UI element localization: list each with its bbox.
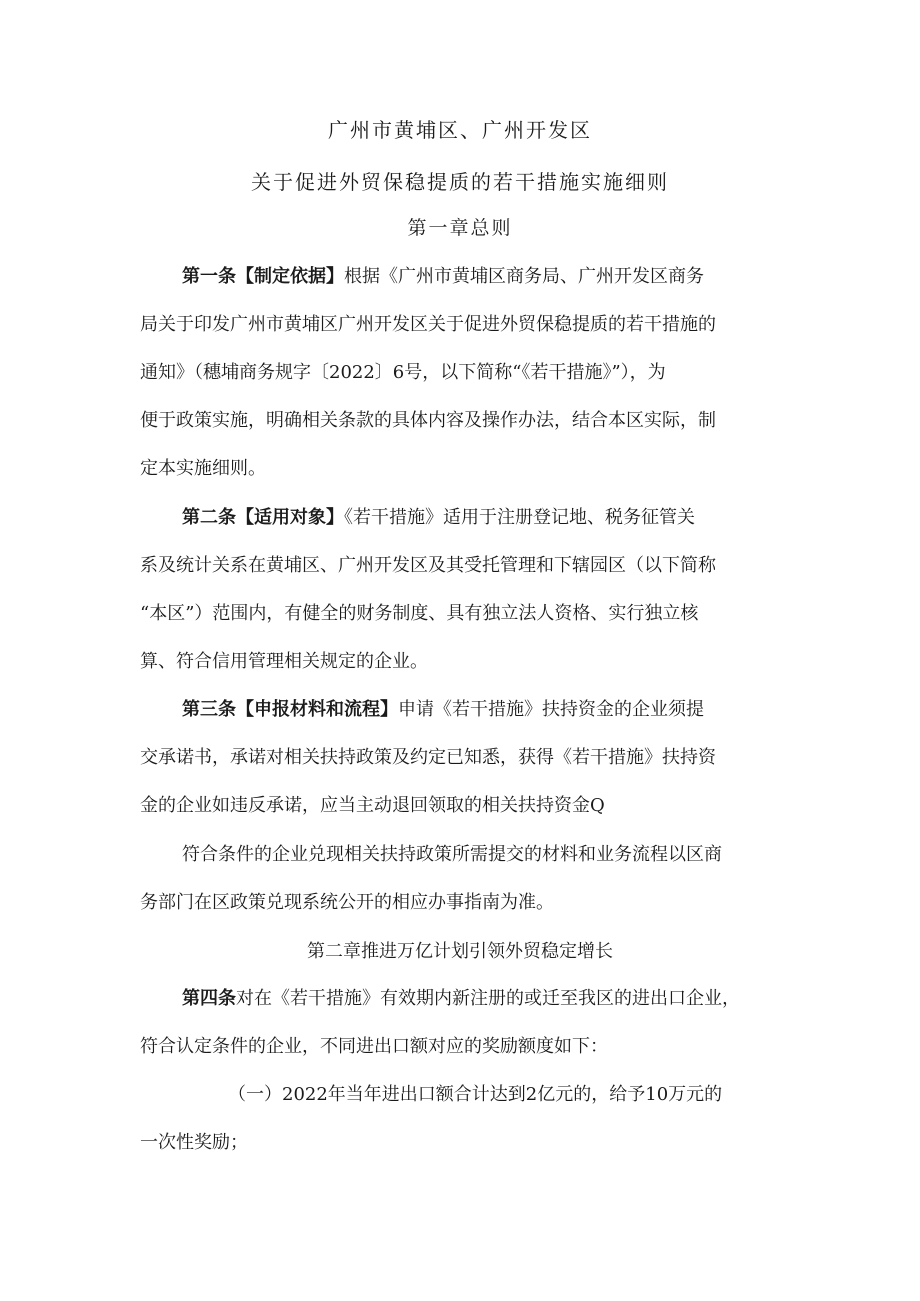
article3-text: 申请《若干措施》扶持资金的企业须提 [398, 699, 704, 720]
article1-line5: 定本实施细则。 [140, 458, 266, 479]
article1-heading: 第一条【制定依据】 [182, 266, 344, 287]
chapter2-heading: 第二章推进万亿计划引领外贸稳定增长 [307, 941, 613, 962]
article2-heading: 第二条【适用对象】 [182, 507, 344, 528]
article1-line2: 局关于印发广州市黄埔区广州开发区关于促进外贸保稳提质的若干措施的 [140, 314, 716, 335]
doc-title-line2: 关于促进外贸保稳提质的若干措施实施细则 [251, 170, 669, 194]
article4-heading: 第四条 [182, 988, 236, 1009]
article4-item1-line2: 一次性奖励； [140, 1132, 248, 1153]
article4-first-line [182, 987, 740, 1011]
article1-line3: 通知》（穗埔商务规字〔2022〕6号，以下简称“《若干措施》”），为 [140, 362, 666, 383]
article2-line3: “本区”）范围内，有健全的财务制度、具有独立法人资格、实行独立核 [140, 603, 699, 624]
chapter1-heading: 第一章总则 [407, 217, 513, 239]
article1-first-line [182, 265, 704, 289]
article3-first-line [182, 698, 704, 722]
article1-text: 根据《广州市黄埔区商务局、广州开发区商务 [344, 266, 704, 287]
article4-line2: 符合认定条件的企业，不同进出口额对应的奖励额度如下： [140, 1036, 608, 1057]
article2-line4: 算、符合信用管理相关规定的企业。 [140, 651, 428, 672]
article3-para2-line2: 务部门在区政策兑现系统公开的相应办事指南为准。 [140, 892, 554, 913]
doc-title-line1: 广州市黄埔区、广州开发区 [328, 118, 592, 142]
article4-item1-line1: （一）2022年当年进出口额合计达到2亿元的，给予10万元的 [228, 1084, 723, 1105]
article2-text: 《若干措施》适用于注册登记地、税务征管关 [344, 507, 695, 528]
article2-line2: 系及统计关系在黄埔区、广州开发区及其受托管理和下辖园区（以下简称 [140, 555, 716, 576]
article1-line4: 便于政策实施，明确相关条款的具体内容及操作办法，结合本区实际，制 [140, 410, 716, 431]
article4-text: 对在《若干措施》有效期内新注册的或迁至我区的进出口企业， [236, 988, 740, 1009]
article3-heading: 第三条【申报材料和流程】 [182, 699, 398, 720]
article3-para2-line1: 符合条件的企业兑现相关扶持政策所需提交的材料和业务流程以区商 [182, 844, 722, 865]
article2-first-line [182, 506, 695, 530]
article3-line2: 交承诺书，承诺对相关扶持政策及约定已知悉，获得《若干措施》扶持资 [140, 747, 716, 768]
article3-line3: 金的企业如违反承诺，应当主动退回领取的相关扶持资金Q [140, 795, 605, 816]
